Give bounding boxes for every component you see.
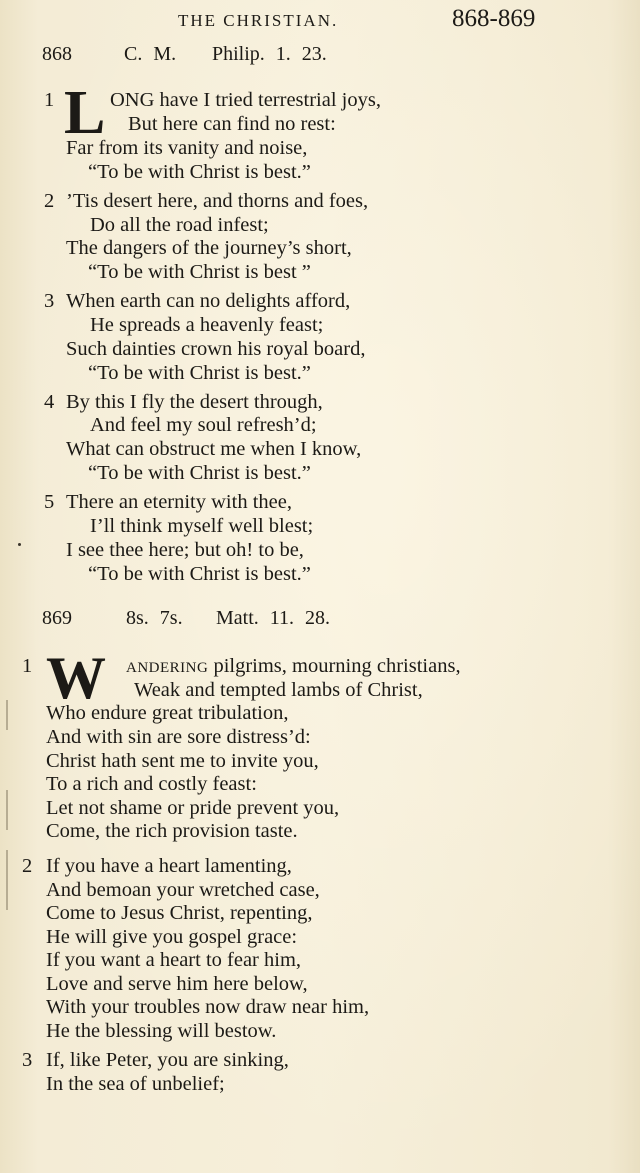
verse-line: He will give you gospel grace: <box>46 926 298 948</box>
verse-line: With your troubles now draw near him, <box>46 996 370 1018</box>
hymn-869-meter: 8s. 7s. <box>126 607 183 629</box>
hymn-868-reference: Philip. 1. 23. <box>212 43 327 65</box>
binding-mark <box>6 700 8 730</box>
verse-line: Christ hath sent me to invite you, <box>46 750 319 772</box>
verse-line: “To be with Christ is best.” <box>88 462 311 484</box>
page-range: 868-869 <box>452 5 536 32</box>
line-rest: pilgrims, mourning christians, <box>208 655 461 677</box>
small-caps-word: ANDERING <box>126 660 209 676</box>
verse-number: 5 <box>44 491 55 513</box>
verse-line: There an eternity with thee, <box>66 491 292 513</box>
verse-line: “To be with Christ is best.” <box>88 362 311 384</box>
verse-line: He spreads a heavenly feast; <box>90 314 324 336</box>
verse-line: Such dainties crown his royal board, <box>66 338 366 360</box>
verse-number: 1 <box>44 89 55 111</box>
verse-line: What can obstruct me when I know, <box>66 438 362 460</box>
verse-line: And with sin are sore distress’d: <box>46 726 311 748</box>
verse-line: If you want a heart to fear him, <box>46 949 302 971</box>
verse-line: The dangers of the journey’s short, <box>66 237 352 259</box>
verse-line: To a rich and costly feast: <box>46 773 257 795</box>
verse-line: If you have a heart lamenting, <box>46 855 292 877</box>
binding-mark <box>6 790 8 830</box>
verse-line: Far from its vanity and noise, <box>66 137 308 159</box>
verse-line: ’Tis desert here, and thorns and foes, <box>66 190 369 212</box>
verse-number: 3 <box>22 1049 33 1071</box>
verse-line: Who endure great tribulation, <box>46 702 289 724</box>
verse-line: In the sea of unbelief; <box>46 1073 225 1095</box>
verse-number: 2 <box>44 190 55 212</box>
ink-speck <box>18 543 21 546</box>
verse-line: “To be with Christ is best.” <box>88 161 311 183</box>
verse-number: 3 <box>44 290 55 312</box>
verse-line: If, like Peter, you are sinking, <box>46 1049 289 1071</box>
verse-line: ONG have I tried terrestrial joys, <box>110 89 381 111</box>
drop-cap: W <box>46 645 106 711</box>
verse-line: He the blessing will bestow. <box>46 1020 277 1042</box>
verse-line: Come, the rich provision taste. <box>46 820 298 842</box>
verse-number: 4 <box>44 391 55 413</box>
verse-number: 1 <box>22 655 33 677</box>
hymn-869-reference: Matt. 11. 28. <box>216 607 331 629</box>
drop-cap: L <box>64 79 106 147</box>
verse-line: And feel my soul refresh’d; <box>90 414 317 436</box>
verse-line: I’ll think myself well blest; <box>90 515 314 537</box>
verse-line: By this I fly the desert through, <box>66 391 323 413</box>
verse-line: When earth can no delights afford, <box>66 290 351 312</box>
verse-line: “To be with Christ is best.” <box>88 563 311 585</box>
hymn-868-meter: C. M. <box>124 43 177 65</box>
verse-line: Let not shame or pride prevent you, <box>46 797 340 819</box>
verse-line: But here can find no rest: <box>128 113 336 135</box>
verse-number: 2 <box>22 855 33 877</box>
verse-line: I see thee here; but oh! to be, <box>66 539 304 561</box>
hymn-869-number: 869 <box>42 607 72 629</box>
binding-mark <box>6 850 8 910</box>
verse-line: Love and serve him here below, <box>46 973 308 995</box>
verse-line: Weak and tempted lambs of Christ, <box>134 679 423 701</box>
verse-line: Come to Jesus Christ, repenting, <box>46 902 313 924</box>
verse-line: And bemoan your wretched case, <box>46 879 320 901</box>
verse-line <box>126 656 461 677</box>
verse-line: Do all the road infest; <box>90 214 269 236</box>
hymn-868-number: 868 <box>42 43 72 65</box>
verse-line: “To be with Christ is best ” <box>88 261 311 283</box>
running-title: THE CHRISTIAN. <box>178 11 339 30</box>
